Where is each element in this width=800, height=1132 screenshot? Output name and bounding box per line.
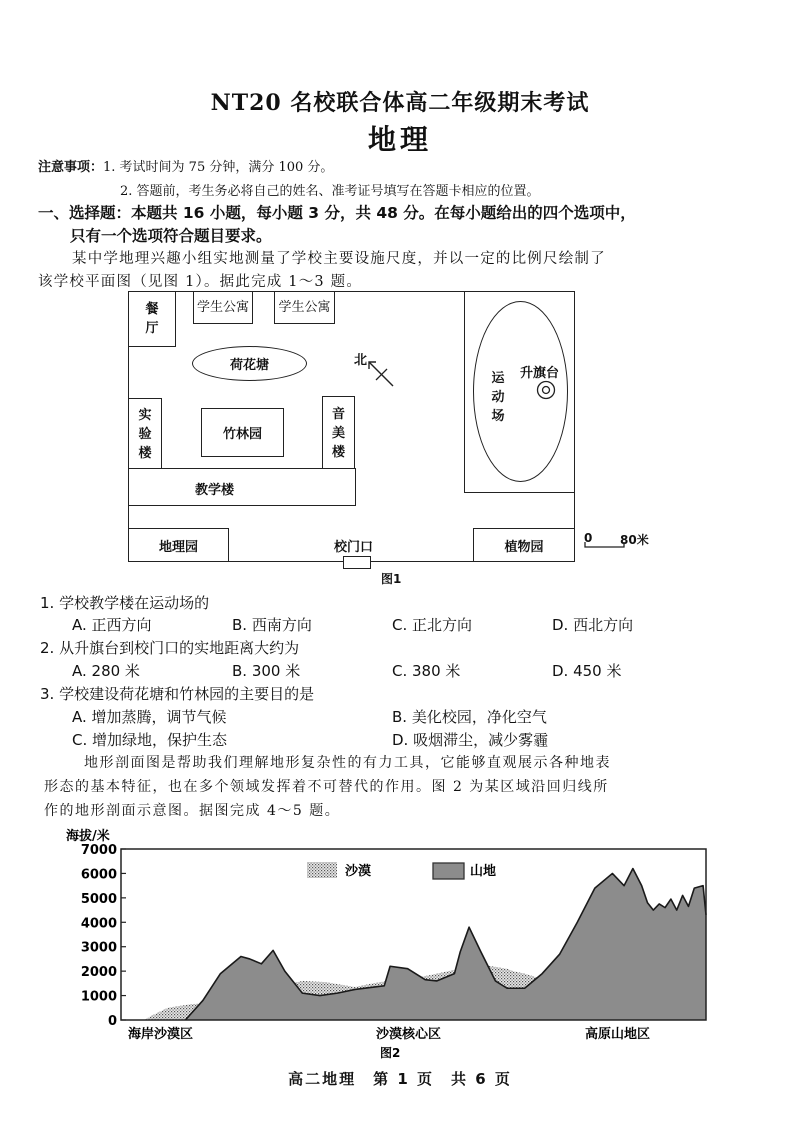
campus-map bbox=[128, 291, 575, 562]
gate bbox=[343, 556, 371, 569]
north-label: 北 bbox=[354, 353, 368, 368]
question-2-stem: 2. 从升旗台到校门口的实地距离大约为 bbox=[40, 639, 300, 657]
teaching-building: 教学楼 bbox=[128, 468, 356, 506]
q1-option-b[interactable]: B. 西南方向 bbox=[232, 616, 312, 634]
notice-item: 2. 答题前，考生务必将自己的姓名、准考证号填写在答题卡相应的位置。 bbox=[120, 184, 540, 199]
q2-option-c[interactable]: C. 380 米 bbox=[392, 662, 461, 680]
scale-end: 80米 bbox=[620, 533, 649, 547]
intro2-line1: 地形剖面图是帮助我们理解地形复杂性的有力工具，它能够直观展示各种地表 bbox=[84, 755, 611, 771]
x-region-label-plateau: 高原山地区 bbox=[585, 1027, 651, 1042]
figure2-caption: 图2 bbox=[380, 1046, 401, 1060]
y-axis-label: 海拔/米 bbox=[66, 829, 110, 844]
canteen: 餐厅 bbox=[128, 291, 176, 347]
notice-label: 注意事项： bbox=[38, 160, 104, 175]
terrain-profile-chart bbox=[0, 820, 800, 1065]
intro2-line2: 形态的基本特征，也在多个领域发挥着不可替代的作用。图 2 为某区域沿回归线所 bbox=[44, 779, 609, 795]
sports-field-area bbox=[464, 291, 575, 493]
intro1-line1: 某中学地理兴趣小组实地测量了学校主要设施尺度，并以一定的比例尺绘制了 bbox=[72, 251, 606, 267]
q2-option-a[interactable]: A. 280 米 bbox=[72, 662, 140, 680]
x-region-label-coastal: 海岸沙漠区 bbox=[128, 1027, 194, 1042]
y-tick-label: 2000 bbox=[80, 965, 117, 981]
question-3-stem: 3. 学校建设荷花塘和竹林园的主要目的是 bbox=[40, 685, 315, 703]
y-tick-label: 6000 bbox=[80, 867, 117, 883]
legend-swatch-desert bbox=[307, 862, 337, 878]
bamboo-garden: 竹林园 bbox=[201, 408, 284, 457]
y-tick-label: 4000 bbox=[80, 916, 117, 932]
x-region-label-core: 沙漠核心区 bbox=[376, 1027, 442, 1042]
lab-building: 实验楼 bbox=[128, 398, 162, 470]
figure1-caption: 图1 bbox=[381, 572, 402, 586]
notice-line-1 bbox=[38, 156, 333, 175]
q1-option-d[interactable]: D. 西北方向 bbox=[552, 616, 634, 634]
series-mountain-area bbox=[185, 869, 706, 1020]
y-tick-label: 5000 bbox=[80, 891, 117, 907]
intro1-line2: 该学校平面图（见图 1）。据此完成 1～3 题。 bbox=[38, 274, 363, 290]
q3-option-d[interactable]: D. 吸烟滞尘，减少雾霾 bbox=[392, 731, 549, 749]
gate-label: 校门口 bbox=[334, 540, 374, 555]
q3-option-a[interactable]: A. 增加蒸腾，调节气候 bbox=[72, 708, 227, 726]
q2-option-b[interactable]: B. 300 米 bbox=[232, 662, 301, 680]
music-art-building: 音美楼 bbox=[322, 396, 355, 470]
q2-option-d[interactable]: D. 450 米 bbox=[552, 662, 622, 680]
q3-option-b[interactable]: B. 美化校园，净化空气 bbox=[392, 708, 547, 726]
y-tick-label: 1000 bbox=[80, 989, 117, 1005]
scale-start: 0 bbox=[584, 531, 593, 545]
exam-title: NT20 名校联合体高二年级期末考试 bbox=[210, 90, 590, 116]
flag-platform-label: 升旗台 bbox=[520, 366, 560, 381]
legend-swatch-mountain bbox=[433, 863, 464, 879]
section-heading-cont: 只有一个选项符合题目要求。 bbox=[70, 227, 272, 245]
y-tick-label: 7000 bbox=[80, 843, 117, 858]
section-heading: 一、选择题：本题共 16 小题，每小题 3 分，共 48 分。在每小题给出的四个选项中， bbox=[38, 204, 636, 222]
geography-garden: 地理园 bbox=[128, 528, 229, 562]
legend-label-mountain: 山地 bbox=[470, 864, 497, 879]
scale-bar bbox=[584, 540, 634, 550]
dorm-1: 学生公寓 bbox=[193, 291, 253, 324]
legend-label-desert: 沙漠 bbox=[345, 864, 372, 879]
flag-platform-icon bbox=[536, 380, 556, 400]
dorm-2: 学生公寓 bbox=[274, 291, 335, 324]
page-footer: 高二地理 第 1 页 共 6 页 bbox=[288, 1070, 512, 1088]
q1-option-a[interactable]: A. 正西方向 bbox=[72, 616, 152, 634]
q3-option-c[interactable]: C. 增加绿地，保护生态 bbox=[72, 731, 228, 749]
q1-option-c[interactable]: C. 正北方向 bbox=[392, 616, 473, 634]
botanical-garden: 植物园 bbox=[473, 528, 575, 562]
y-tick-label: 3000 bbox=[80, 940, 117, 956]
lotus-pond: 荷花塘 bbox=[192, 346, 307, 381]
subject-title: 地理 bbox=[367, 123, 432, 156]
intro2-line3: 作的地形剖面示意图。据图完成 4～5 题。 bbox=[44, 803, 341, 819]
sports-field-label: 运动场 bbox=[491, 371, 505, 424]
notice-item: 1. 考试时间为 75 分钟，满分 100 分。 bbox=[103, 160, 334, 175]
y-tick-label: 0 bbox=[107, 1014, 117, 1029]
question-1-stem: 1. 学校教学楼在运动场的 bbox=[40, 594, 210, 612]
